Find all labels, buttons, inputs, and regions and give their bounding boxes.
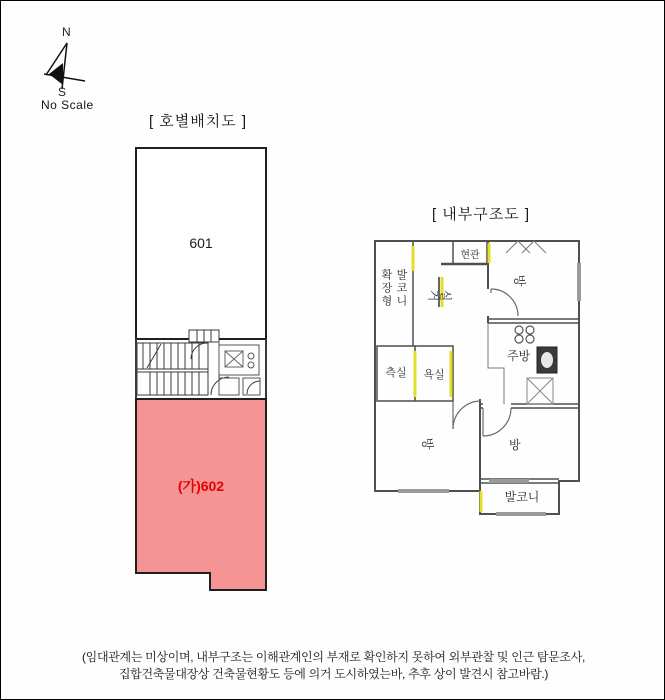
room-label-small-room: 측실 bbox=[385, 367, 407, 379]
footer-note-line2: 집합건축물대장상 건축물현황도 등에 의거 도시하였는바, 추후 상이 발견시 참고바람.) bbox=[118, 667, 549, 681]
closet-hatch-icon bbox=[506, 241, 546, 253]
ext-balcony-label-col2: 발코니 bbox=[395, 269, 407, 308]
unit-layout-title: [ 호별배치도 ] bbox=[148, 113, 248, 130]
room-label-kitchen: 주방 bbox=[507, 349, 531, 363]
living-char-2: 실 bbox=[437, 289, 452, 302]
unit-602-label: (가)602 bbox=[177, 478, 225, 494]
floorplan-linework bbox=[1, 1, 665, 700]
compass-south-label: S bbox=[58, 85, 67, 99]
unit-601-label: 601 bbox=[189, 235, 213, 251]
compass-north-label: N bbox=[62, 25, 71, 39]
room-bottom-left-char: 방 bbox=[420, 437, 435, 450]
room-top-right-char: 방 bbox=[512, 274, 527, 287]
room-label-balcony: 발코니 bbox=[504, 490, 540, 504]
living-char-1: 거 bbox=[426, 289, 441, 302]
ext-balcony-label-col1: 확장형 bbox=[380, 269, 392, 308]
room-label-entrance: 현관 bbox=[460, 250, 480, 261]
room-label-bathroom: 욕실 bbox=[423, 369, 445, 381]
compass-needle-icon bbox=[44, 43, 85, 89]
room-label-bottom-right: 방 bbox=[509, 438, 521, 452]
room-label-bottom-left bbox=[422, 435, 434, 452]
room-label-top-right bbox=[514, 272, 526, 289]
room-label-living bbox=[428, 287, 451, 304]
sink-icon bbox=[537, 347, 557, 373]
stair-core bbox=[136, 330, 266, 399]
internal-structure-title: [ 내부구조도 ] bbox=[431, 206, 531, 223]
refrigerator-space-icon bbox=[527, 378, 553, 404]
stove-icon bbox=[515, 326, 534, 343]
no-scale-note: No Scale bbox=[41, 98, 94, 112]
footer-note-line1: (임대관계는 미상이며, 내부구조는 이해관계인의 부재로 확인하지 못하여 외부관찰 및 인근 탐문조사, bbox=[81, 650, 586, 664]
